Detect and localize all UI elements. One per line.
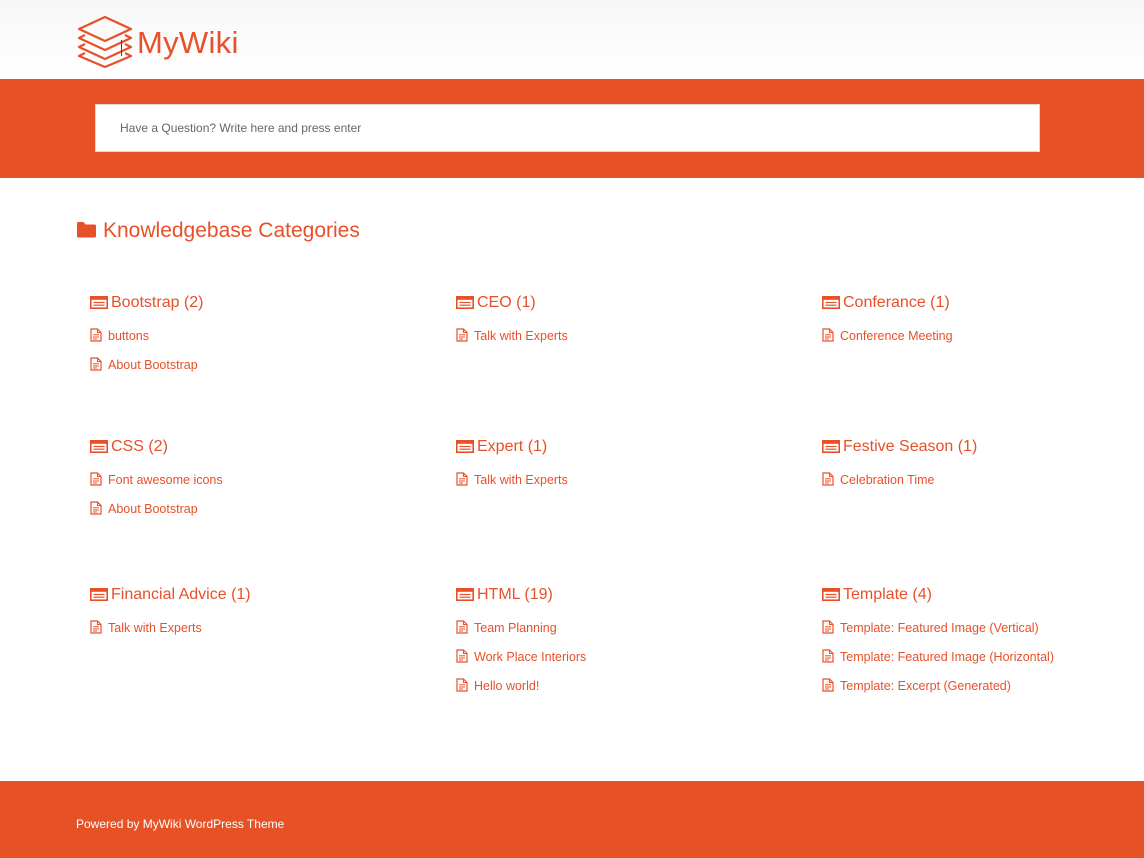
article-link[interactable]	[822, 328, 953, 344]
article-list	[822, 472, 977, 488]
search-box	[95, 104, 1040, 152]
folder-icon	[76, 221, 97, 242]
article-link[interactable]	[456, 620, 586, 636]
article-link[interactable]	[822, 620, 1054, 636]
document-icon	[456, 648, 468, 667]
section-title-text: Knowledgebase Categories	[103, 219, 360, 242]
article-title: Team Planning	[474, 621, 557, 635]
category-link[interactable]	[822, 585, 1054, 605]
category-block	[90, 585, 251, 636]
category-block	[822, 293, 953, 344]
document-icon	[822, 648, 834, 667]
category-list-icon	[822, 438, 840, 457]
category-label: CSS (2)	[111, 438, 168, 455]
category-block	[456, 585, 586, 694]
document-icon	[822, 471, 834, 490]
logo-text: MyWiki	[137, 25, 239, 60]
site-logo[interactable]	[76, 14, 239, 72]
article-title: Talk with Experts	[108, 621, 202, 635]
category-link[interactable]	[456, 585, 586, 605]
article-title: Template: Featured Image (Vertical)	[840, 621, 1039, 635]
article-link[interactable]	[90, 501, 223, 517]
document-icon	[90, 500, 102, 519]
article-link[interactable]	[456, 678, 586, 694]
article-list	[90, 328, 203, 373]
article-link[interactable]	[90, 357, 203, 373]
category-label: HTML (19)	[477, 586, 553, 603]
article-link[interactable]	[822, 649, 1054, 665]
article-list	[456, 328, 568, 344]
article-title: Template: Featured Image (Horizontal)	[840, 650, 1054, 664]
category-link[interactable]	[456, 437, 568, 457]
category-list-icon	[90, 586, 108, 605]
category-list-icon	[456, 294, 474, 313]
article-list	[456, 472, 568, 488]
category-label: Conferance (1)	[843, 294, 950, 311]
article-link[interactable]	[90, 620, 251, 636]
category-block	[822, 585, 1054, 694]
article-title: About Bootstrap	[108, 358, 198, 372]
article-link[interactable]	[456, 328, 568, 344]
document-icon	[90, 356, 102, 375]
category-label: Expert (1)	[477, 438, 548, 455]
category-list-icon	[822, 586, 840, 605]
category-label: CEO (1)	[477, 294, 536, 311]
site-header	[0, 0, 1144, 79]
category-block	[822, 437, 977, 488]
category-label: Financial Advice (1)	[111, 586, 251, 603]
search-input[interactable]	[96, 105, 1039, 151]
article-title: buttons	[108, 329, 150, 343]
article-list	[90, 472, 223, 517]
article-link[interactable]	[822, 678, 1054, 694]
search-band	[0, 79, 1144, 178]
category-block	[456, 293, 568, 344]
article-title: Celebration Time	[840, 473, 935, 487]
category-link[interactable]	[822, 293, 953, 313]
article-title: About Bootstrap	[108, 502, 198, 516]
document-icon	[822, 619, 834, 638]
article-link[interactable]	[822, 472, 977, 488]
article-link[interactable]	[456, 472, 568, 488]
category-link[interactable]	[90, 585, 251, 605]
document-icon	[456, 619, 468, 638]
article-title: Talk with Experts	[474, 329, 568, 343]
footer-credit: Powered by MyWiki WordPress Theme	[76, 817, 285, 831]
category-list-icon	[90, 438, 108, 457]
stacked-layers-icon	[76, 14, 134, 72]
category-link[interactable]	[822, 437, 977, 457]
article-list	[822, 620, 1054, 694]
category-label: Template (4)	[843, 586, 932, 603]
document-icon	[456, 471, 468, 490]
category-list-icon	[456, 586, 474, 605]
article-title: Template: Excerpt (Generated)	[840, 679, 1011, 693]
article-link[interactable]	[90, 472, 223, 488]
article-list	[456, 620, 586, 694]
category-link[interactable]	[456, 293, 568, 313]
document-icon	[456, 677, 468, 696]
category-link[interactable]	[90, 293, 203, 313]
category-list-icon	[456, 438, 474, 457]
document-icon	[822, 677, 834, 696]
article-title: Hello world!	[474, 679, 540, 693]
category-label: Bootstrap (2)	[111, 294, 204, 311]
article-list	[90, 620, 251, 636]
category-block	[90, 437, 223, 517]
document-icon	[822, 327, 834, 346]
article-title: Conference Meeting	[840, 329, 953, 343]
category-list-icon	[90, 294, 108, 313]
article-title: Talk with Experts	[474, 473, 568, 487]
site-footer	[0, 781, 1144, 858]
article-list	[822, 328, 953, 344]
document-icon	[90, 619, 102, 638]
article-title: Font awesome icons	[108, 473, 223, 487]
document-icon	[90, 327, 102, 346]
category-link[interactable]	[90, 437, 223, 457]
article-link[interactable]	[456, 649, 586, 665]
article-title: Work Place Interiors	[474, 650, 587, 664]
category-list-icon	[822, 294, 840, 313]
document-icon	[90, 471, 102, 490]
category-block	[90, 293, 203, 373]
document-icon	[456, 327, 468, 346]
section-title	[76, 219, 360, 243]
category-block	[456, 437, 568, 488]
category-label: Festive Season (1)	[843, 438, 978, 455]
text-caret	[121, 40, 122, 56]
article-link[interactable]	[90, 328, 203, 344]
